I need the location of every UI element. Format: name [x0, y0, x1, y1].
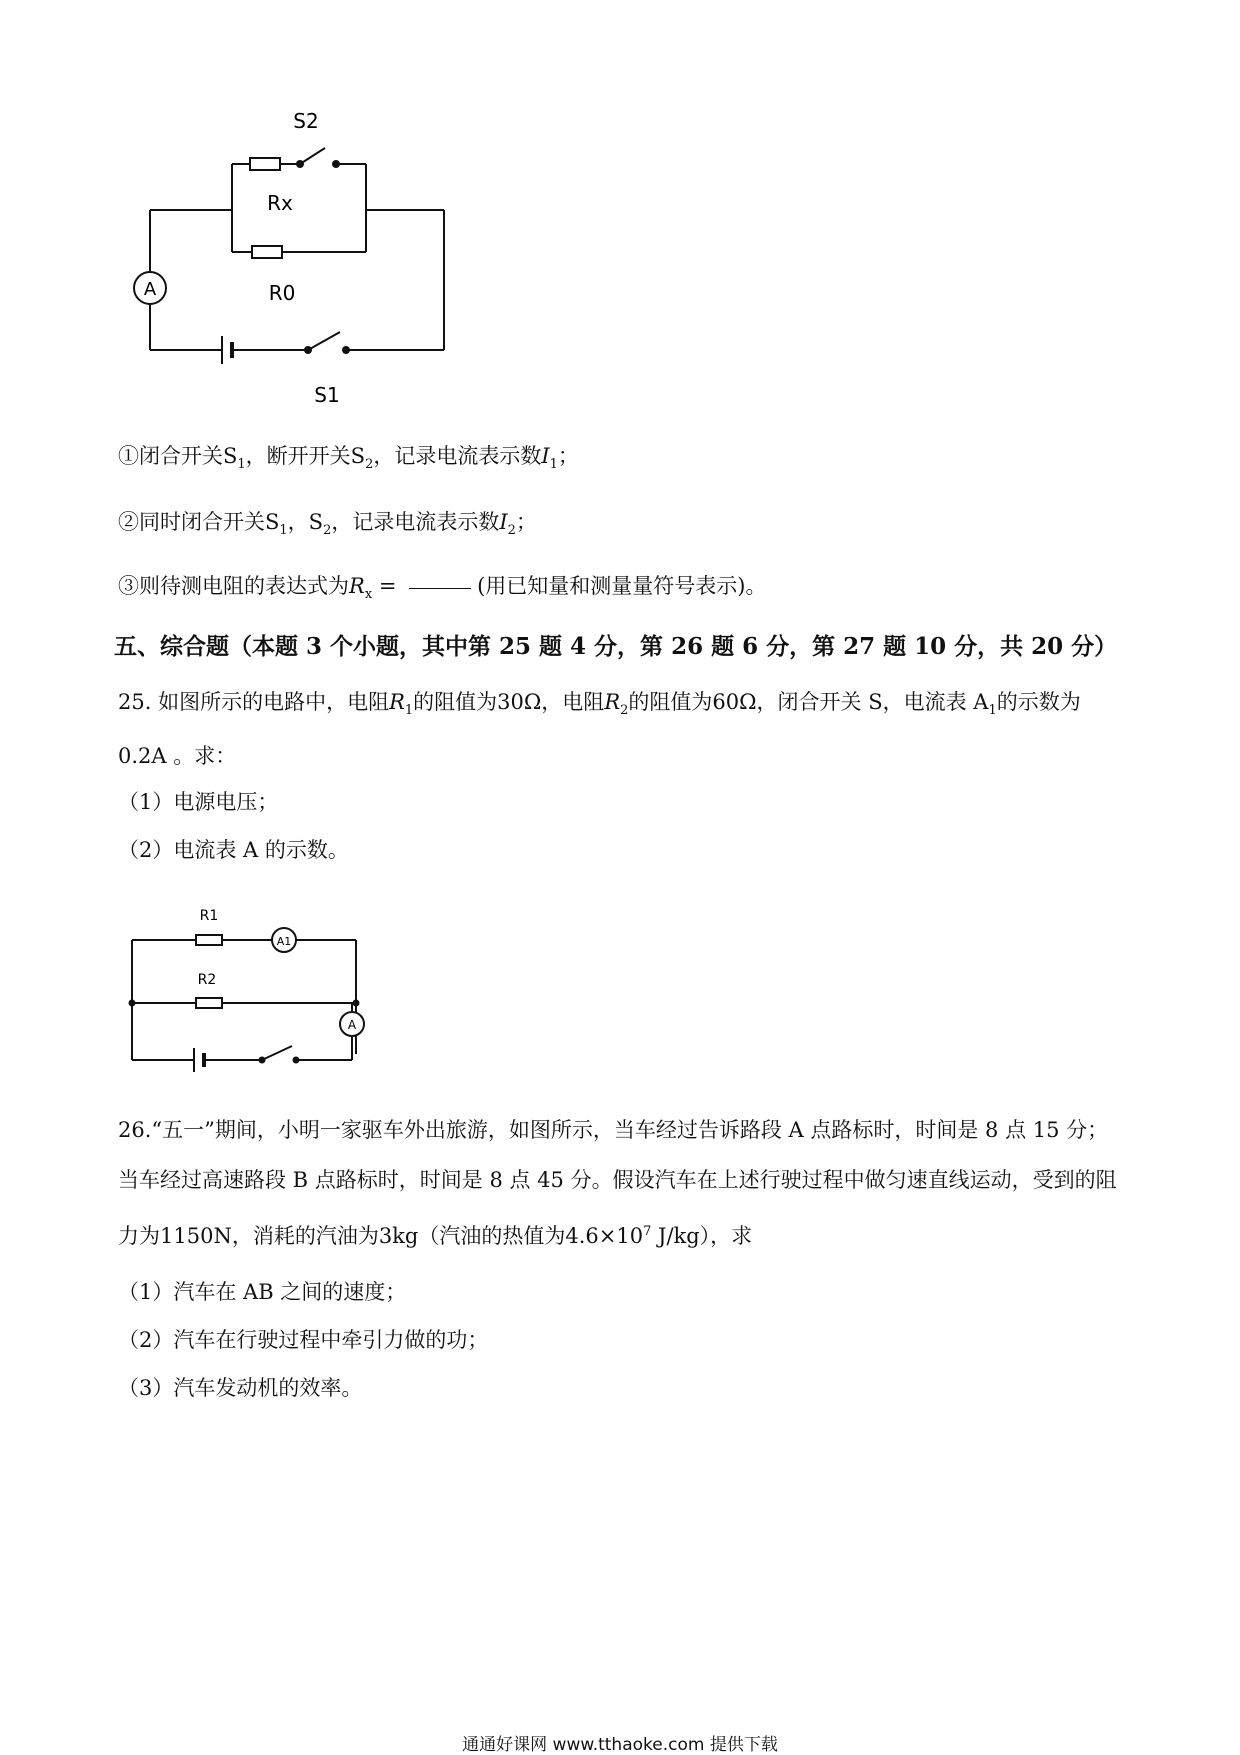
resistor-r1-label: R1 — [199, 908, 219, 924]
question-26-line-3: 力为1150N，消耗的汽油为3kg（汽油的热值为$4.6\times 10^7$ J/kg），求 — [118, 1224, 753, 1248]
ammeter-a-label: A — [347, 1018, 357, 1032]
question-26-line-2: 当车经过高速路段 B 点路标时，时间是 8 点 45 分。假设汽车在上述行驶过程中做匀速直线运动，受到的阻 — [118, 1168, 1117, 1192]
ammeter-label: A — [143, 279, 157, 300]
question-26-sub-3: （3）汽车发动机的效率。 — [118, 1376, 363, 1400]
question-25-sub-1: （1）电源电压； — [118, 790, 279, 814]
step-1: ①闭合开关$S_1$，断开开关$S_2$，记录电流表示数$I_1$； — [118, 444, 579, 473]
question-25-line-2: 0.2A 。求： — [118, 744, 237, 768]
switch-s2-label: S2 — [293, 109, 319, 133]
question-26-sub-1: （1）汽车在 AB 之间的速度； — [118, 1280, 407, 1304]
resistor-rx-label: Rx — [267, 191, 293, 215]
section-heading: 五、综合题（本题 3 个小题，其中第 25 题 4 分，第 26 题 6 分，第 27 题 10 分，共 20 分） — [114, 633, 1118, 660]
circuit-diagram-2 — [0, 890, 1240, 1090]
step-3: ③则待测电阻的表达式为$R_x$ = (用已知量和测量量符号表示)。 — [118, 574, 767, 603]
question-26-line-1: 26.“五一”期间，小明一家驱车外出旅游，如图所示，当车经过告诉路段 A 点路标时，时间是 8 点 15 分； — [118, 1118, 1109, 1142]
page-footer: 通通好课网 www.tthaoke.com 提供下载 — [462, 1735, 778, 1755]
answer-blank — [409, 588, 471, 589]
ammeter-a1-label: A1 — [276, 935, 292, 948]
resistor-r2-label: R2 — [197, 972, 217, 988]
resistor-r0-label: R0 — [268, 281, 296, 305]
step-2: ②同时闭合开关$S_1$，$S_2$，记录电流表示数$I_2$； — [118, 510, 537, 539]
question-26-sub-2: （2）汽车在行驶过程中牵引力做的功； — [118, 1328, 489, 1352]
question-25-sub-2: （2）电流表 A 的示数。 — [118, 838, 349, 862]
question-25-line-1: 25. 如图所示的电路中，电阻$R_1$的阻值为30Ω，电阻$R_2$的阻值为60Ω，闭合开关 S，电流表 $A_1$的示数为 — [118, 690, 1081, 719]
switch-s1-label: S1 — [314, 383, 340, 407]
